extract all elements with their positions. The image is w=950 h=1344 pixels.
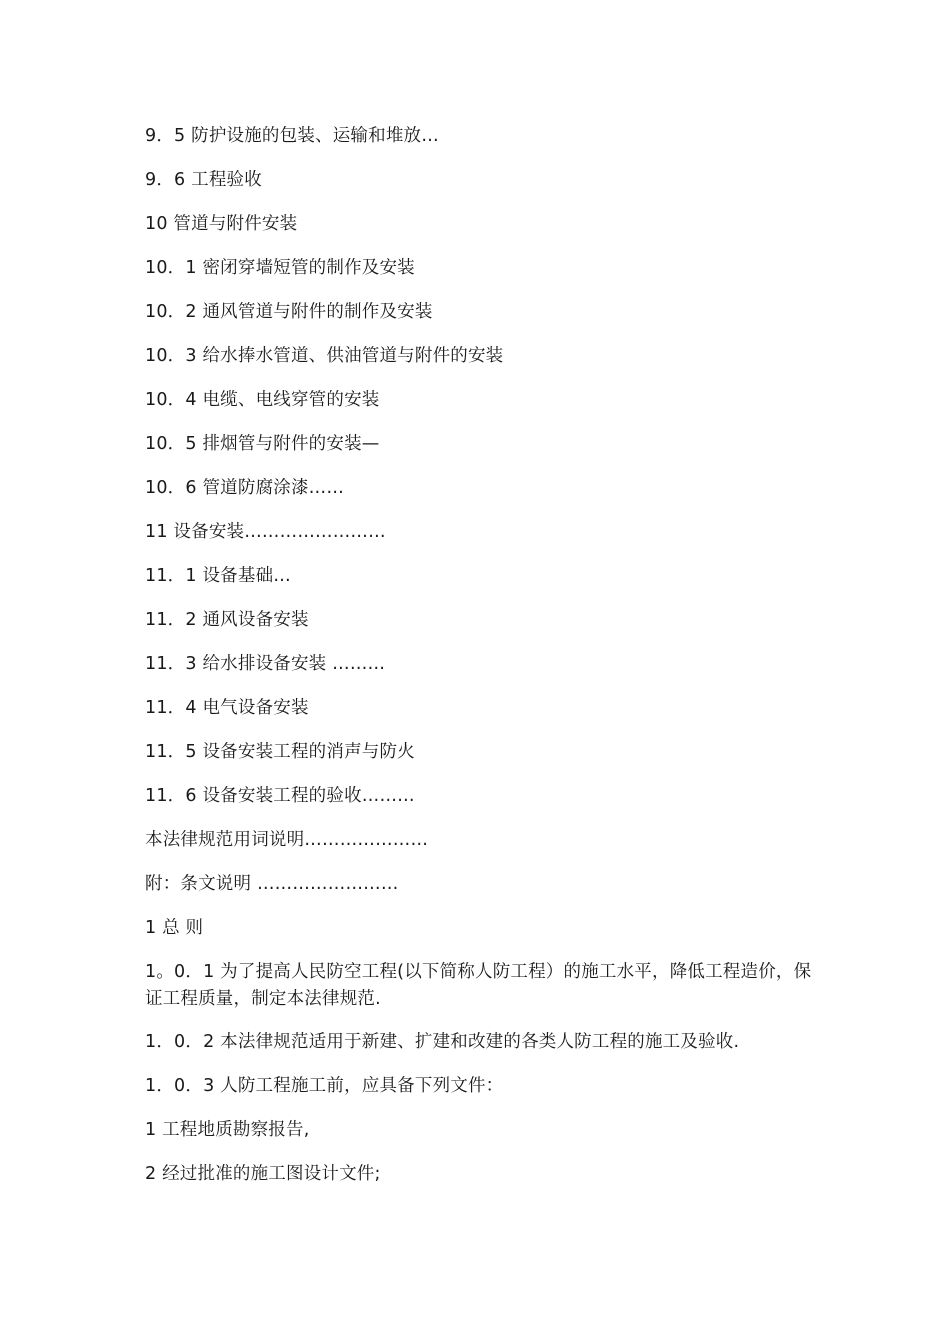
- toc-entry-10-2: 10．2 通风管道与附件的制作及安装: [145, 302, 433, 322]
- toc-entry-10-1: 10．1 密闭穿墙短管的制作及安装: [145, 258, 415, 278]
- toc-entry-11-1: 11．1 设备基础…: [145, 566, 291, 586]
- toc-entry-11: 11 设备安装……………………: [145, 522, 386, 542]
- toc-entry-11-2: 11．2 通风设备安装: [145, 610, 309, 630]
- toc-entry-terms: 本法律规范用词说明…………………: [145, 830, 429, 850]
- toc-entry-11-6: 11．6 设备安装工程的验收………: [145, 786, 415, 806]
- toc-entry-11-5: 11．5 设备安装工程的消声与防火: [145, 742, 415, 762]
- toc-entry-10-6: 10．6 管道防腐涂漆……: [145, 478, 345, 498]
- toc-entry-9-6: 9．6 工程验收: [145, 170, 262, 190]
- clause-1-0-3: 1．0．3 人防工程施工前，应具备下列文件：: [145, 1076, 504, 1096]
- toc-entry-10-4: 10．4 电缆、电线穿管的安装: [145, 390, 380, 410]
- chapter-heading: 1 总 则: [145, 918, 204, 938]
- toc-entry-10-3: 10．3 给水捧水管道、供油管道与附件的安装: [145, 346, 504, 366]
- toc-entry-11-3: 11．3 给水排设备安装 ………: [145, 654, 386, 674]
- toc-entry-10-5: 10．5 排烟管与附件的安装—: [145, 434, 380, 454]
- toc-entry-11-4: 11．4 电气设备安装: [145, 698, 309, 718]
- list-item-1: 1 工程地质勘察报告,: [145, 1120, 310, 1140]
- toc-entry-appendix: 附：条文说明 ……………………: [145, 874, 399, 894]
- toc-entry-10: 10 管道与附件安装: [145, 214, 298, 234]
- toc-entry-9-5: 9．5 防护设施的包装、运输和堆放…: [145, 126, 439, 146]
- list-item-2: 2 经过批准的施工图设计文件;: [145, 1164, 381, 1184]
- clause-1-0-2: 1．0．2 本法律规范适用于新建、扩建和改建的各类人防工程的施工及验收.: [145, 1032, 740, 1052]
- clause-1-0-1: 1。0．1 为了提高人民防空工程(以下简称人防工程）的施工水平，降低工程造价，保证工程质量，制定本法律规范.: [145, 962, 812, 1009]
